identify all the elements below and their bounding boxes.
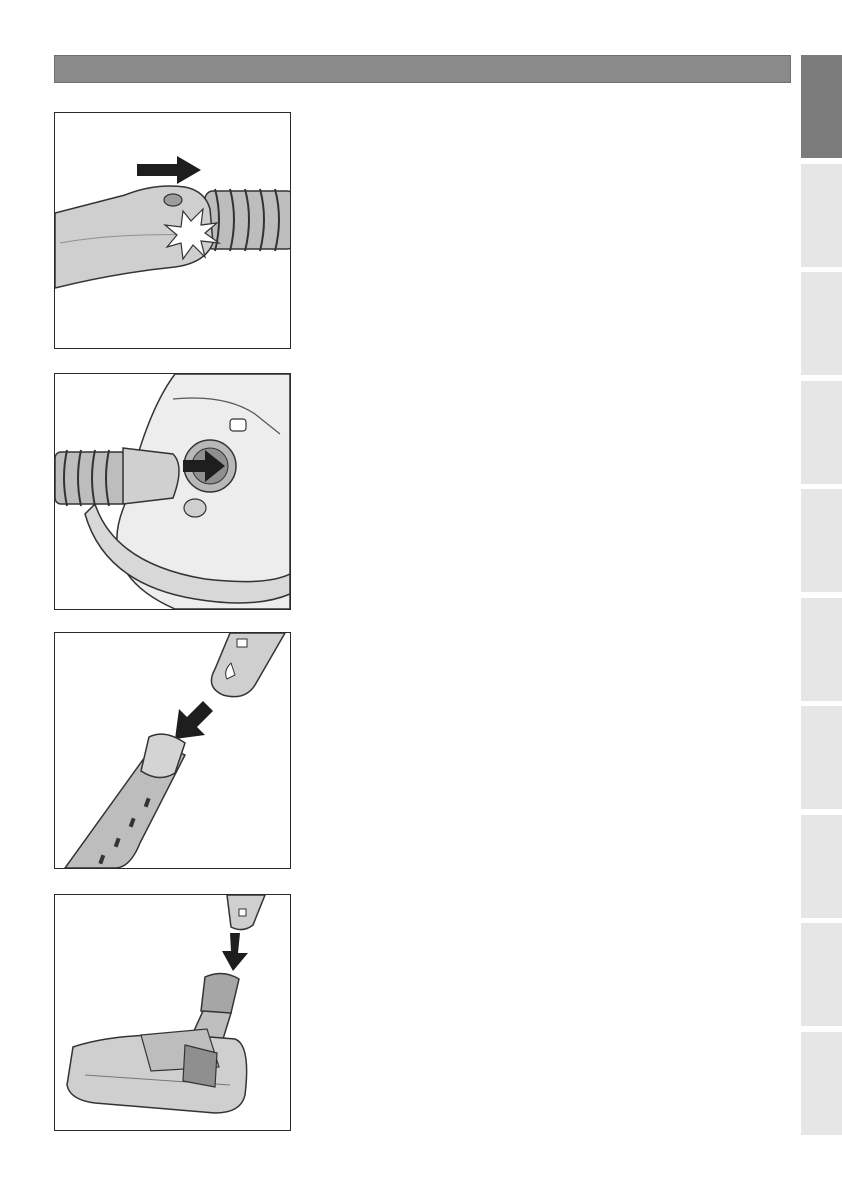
floor-nozzle-illustration — [55, 895, 290, 1130]
side-tab-8[interactable] — [801, 815, 842, 918]
arrow-down-icon — [222, 933, 248, 971]
tube-coupling — [141, 734, 185, 777]
side-tab-10[interactable] — [801, 1032, 842, 1135]
socket — [184, 499, 206, 517]
side-tab-6[interactable] — [801, 598, 842, 701]
side-tab-2[interactable] — [801, 164, 842, 267]
side-tab-3[interactable] — [801, 272, 842, 375]
side-tab-4[interactable] — [801, 381, 842, 484]
side-tab-9[interactable] — [801, 923, 842, 1026]
illustration-panel-3 — [54, 632, 291, 869]
side-tab-5[interactable] — [801, 489, 842, 592]
release-button — [164, 194, 182, 206]
illustration-panel-1 — [54, 112, 291, 349]
arrow-right-icon — [137, 156, 201, 184]
arrow-down-left-icon — [175, 701, 213, 739]
hose-connector — [123, 448, 179, 504]
hose-handle-illustration — [55, 113, 290, 348]
illustration-panel-4 — [54, 894, 291, 1131]
handle-tube-end — [211, 633, 285, 697]
side-tab-1[interactable] — [801, 55, 842, 158]
telescopic-tube-illustration — [55, 633, 290, 868]
flexible-hose — [55, 450, 127, 506]
side-tab-7[interactable] — [801, 706, 842, 809]
vacuum-inlet-illustration — [55, 374, 290, 609]
nozzle-neck — [201, 973, 239, 1015]
illustration-panel-2 — [54, 373, 291, 610]
section-header-bar — [54, 55, 791, 83]
